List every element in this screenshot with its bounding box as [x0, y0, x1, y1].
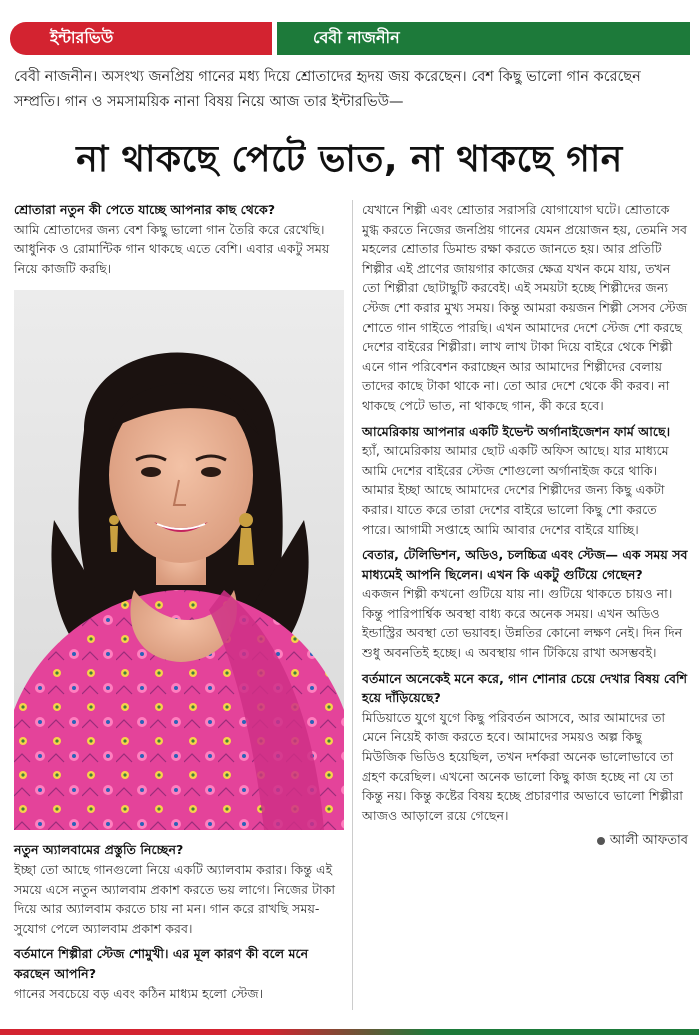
answer: মিডিয়াতে যুগে যুগে কিছু পরিবর্তন আসবে, আর আমাদের তা মেনে নিয়েই কাজ করতে হবে। আমাদের সময়ও অল্প কিছু মিউজিক ভিডিও হয়েছিল, তখন দর্শকরা অনেক ভালোভাবে তা গ্রহণ করেছিল। এখনো অনেক ভালো কিছু কাজ হচ্ছে না যে তা কিন্তু নয়। কিন্তু কষ্টের বিষয় হচ্ছে প্রচারণার অভাবে ভালো শিল্পীরা আজও আড়ালে রয়ে গেছেন। [362, 709, 683, 823]
answer: একজন শিল্পী কখনো গুটিয়ে যায় না। গুটিয়ে থাকতে চায়ও না। কিন্তু পারিপার্শ্বিক অবস্থা বাধ্য করে অনেক সময়। এখন অডিও ইন্ডাস্ট্রির অবস্থা তো ভয়াবহ। উন্নতির কোনো লক্ষণ নেই। দিন দিন শুধু অবনতিই হচ্ছে। এ অবস্থায় গান টিকিয়ে রাখা অসম্ভবই। [362, 586, 683, 661]
answer: গানের সবচেয়ে বড় এবং কঠিন মাধ্যম হলো স্টেজ। [14, 985, 264, 1001]
section-header [10, 22, 690, 55]
artist-portrait-illustration [14, 290, 344, 830]
bullet-icon [597, 837, 605, 845]
answer: আমি শ্রোতাদের জন্য বেশ কিছু ভালো গান তৈরি করে রেখেছি। আধুনিক ও রোমান্টিক গান থাকছে এতে বেশি। এবার একটু সময় নিয়ে কাজটি করছি। [14, 221, 330, 276]
qa-block [14, 200, 344, 278]
qa-block [362, 422, 688, 540]
question: আমেরিকায় আপনার একটি ইভেন্ট অর্গানাইজেশন ফার্ম আছে। [362, 423, 671, 439]
headline: না থাকছে পেটে ভাত, না থাকছে গান [76, 139, 623, 180]
qa-block [14, 944, 344, 1003]
question: বর্তমানে অনেকেই মনে করে, গান শোনার চেয়ে দেখার বিষয় বেশি হয়ে দাঁড়িয়েছে? [362, 670, 688, 706]
intro-paragraph: বেবী নাজনীন। অসংখ্য জনপ্রিয় গানের মধ্য দিয়ে শ্রোতাদের হৃদয় জয় করেছেন। বেশ কিছু ভালো গান করেছেন সম্প্রতি। গান ও সমসাময়িক নানা বিষয় নিয়ে আজ তার ইন্টারভিউ— [14, 69, 641, 110]
author-credit [362, 831, 688, 851]
section-label: ইন্টারভিউ [10, 22, 272, 55]
qa-block [14, 840, 344, 938]
left-column [14, 200, 344, 1009]
artist-name-banner: বেবী নাজনীন [277, 22, 690, 55]
qa-block [362, 669, 688, 826]
qa-block [362, 200, 688, 416]
right-column [362, 200, 688, 851]
qa-block [362, 545, 688, 663]
answer: যেখানে শিল্পী এবং শ্রোতার সরাসরি যোগাযোগ ঘটে। শ্রোতাকে মুগ্ধ করতে নিজের জনপ্রিয় গানের যেমন প্রয়োজন হয়, তেমনি সব মহলের শ্রোতার ডিমান্ড রক্ষা করতে জানতে হয়। আর প্রতিটি শিল্পীর এই প্রাণের জায়গার কাজের ক্ষেত্র যখন কমে যায়, তখন তো শিল্পীরা ছোটাছুটি করবেই। এই সময়টা হচ্ছে শিল্পীদের জন্য স্টেজ শো করার মুখ্য সময়। কিন্তু আমরা কয়জন শিল্পী সেসব স্টেজ শোতে গান গাইতে পারছি। এখন আমাদের দেশে স্টেজ শো করছে দেশের বাইরের শিল্পীরা। লাখ লাখ টাকা দিয়ে বাইরে থেকে শিল্পী এনে গান পরিবেশন করাচ্ছেন আর আমাদের শিল্পীদের বেলায় তাদের কাছে টাকা থাকে না। তো আর দেশে থেকে কী করব। না থাকছে পেটে ভাত, না থাকছে গান, কী করে হবে। [362, 202, 688, 413]
artist-photo [14, 290, 344, 830]
column-divider [352, 200, 353, 1010]
author-name: আলী আফতাব [609, 833, 688, 849]
question: বেতার, টেলিভিশন, অডিও, চলচ্চিত্র এবং স্টেজ— এক সময় সব মাধ্যমেই আপনি ছিলেন। এখন কি একটু গুটিয়ে গেছেন? [362, 547, 688, 582]
footer-bar [0, 1029, 699, 1035]
question: নতুন অ্যালবামের প্রস্তুতি নিচ্ছেন? [14, 842, 184, 858]
answer: ইচ্ছা তো আছে গানগুলো নিয়ে একটি অ্যালবাম করার। কিন্তু এই সময়ে এসে নতুন অ্যালবাম প্রকাশ করতে ভয় লাগে। নিজের টাকা দিয়ে আর অ্যালবাম করতে চায় না মন। গান করে রাখছি সময়-সুযোগ পেলে অ্যালবাম প্রকাশ করব। [14, 861, 336, 936]
question: শ্রোতারা নতুন কী পেতে যাচ্ছে আপনার কাছ থেকে? [14, 202, 276, 217]
answer: হ্যাঁ, আমেরিকায় আমার ছোট একটি অফিস আছে। যার মাধ্যমে আমি দেশের বাইরের স্টেজ শোগুলো অর্গানাইজ করে থাকি। আমার ইচ্ছা আছে আমাদের দেশের শিল্পীদের জন্য কিছু একটা করার। যাতে করে তারা দেশের বাইরে ভালো কিছু শো করতে পারে। আগামী সপ্তাহে আমি আবার দেশের বাইরে যাচ্ছি। [362, 443, 669, 537]
question: বর্তমানে শিল্পীরা স্টেজ শোমুখী। এর মূল কারণ কী বলে মনে করছেন আপনি? [14, 946, 309, 981]
